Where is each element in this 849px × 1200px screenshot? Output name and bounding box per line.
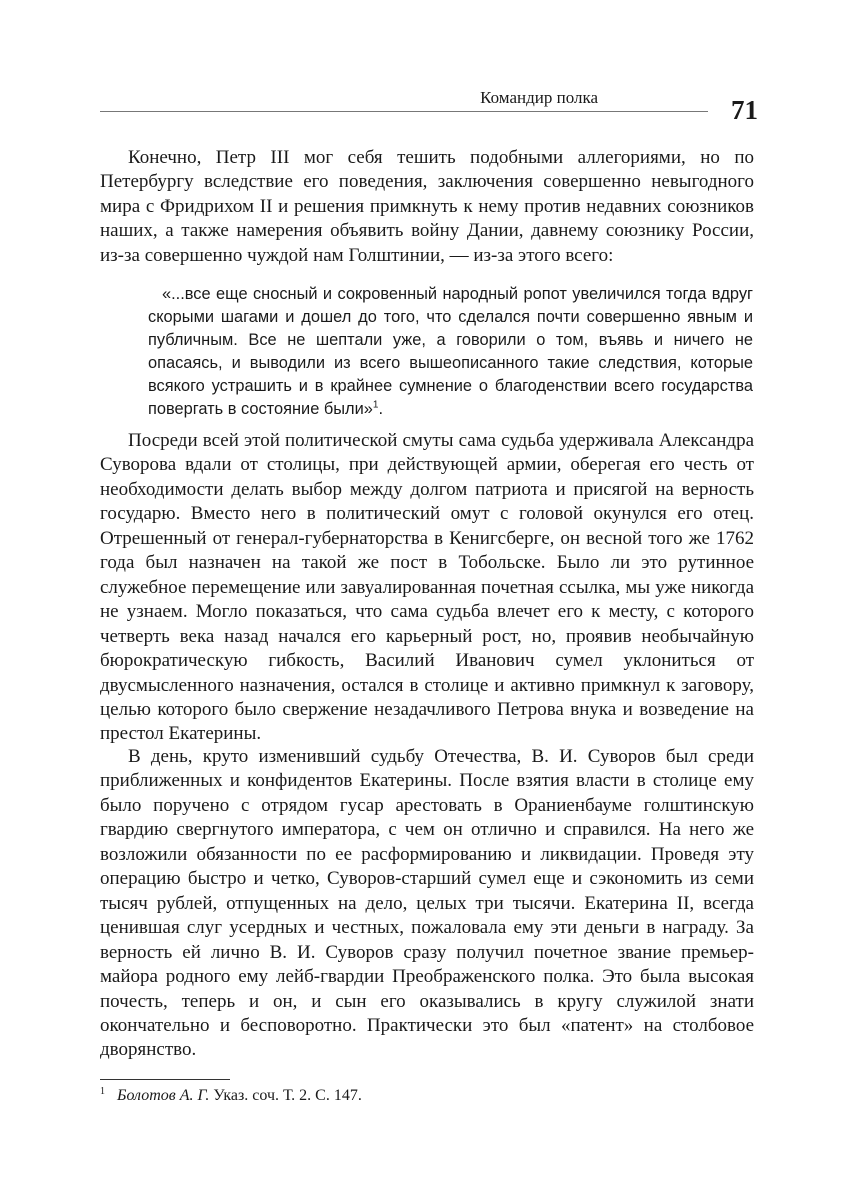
running-title: Командир полка — [480, 88, 598, 107]
page-number: 71 — [731, 95, 758, 125]
footnote-number: 1 — [100, 1085, 105, 1097]
footnote-reference[interactable]: 1 — [372, 399, 379, 411]
quote-text: «...все еще сносный и сокровенный народный ропот увеличился тогда вдруг скорыми шагами и дошел до того, что сделался почти совершенно явным и публичным. Все не шептали уже, а говорили о том, въявь и ничего не опасаясь, и выводили из всего вышеописанного такие следствия, которые всякого устрашить и в крайнее сумнение о благоденствии всего государства повергать в состояние были» — [148, 285, 753, 418]
footnote-rule — [100, 1079, 230, 1080]
quote-end: . — [378, 400, 383, 418]
footnote-citation: Указ. соч. Т. 2. С. 147. — [213, 1087, 362, 1104]
paragraph-3: В день, круто изменивший судьбу Отечества, В. И. Суворов был среди приближенных и конфидентов Екатерины. После взятия власти в столице ему было поручено с отрядом гусар арестовать в Ораниенбауме голштинскую гвардию свергнутого императора, с чем он отлично и справился. На него же возложили обязанности по ее расформированию и ликвидации. Проведя эту операцию быстро и четко, Суворов-старший сумел еще и сэкономить из семи тысяч рублей, отпущенных на дело, целых три тысячи. Екатерина II, всегда ценившая слуг усердных и честных, пожаловала ему эти деньги в награду. За верность ей лично В. И. Суворов сразу получил почетное звание премьер-майора родного ему лейб-гвардии Преображенского полка. Это была высокая почесть, теперь и он, и сын его оказывались в кругу служилой знати окончательно и бесповоротно. Практически это был «патент» на столбовое дворянство. — [100, 746, 754, 1061]
footnote-author: Болотов А. Г. — [117, 1087, 210, 1104]
header-rule — [100, 111, 708, 112]
paragraph-2: Посреди всей этой политической смуты сама судьба удерживала Александра Суворова вдали от столицы, при действующей армии, оберегая его честь от необходимости делать выбор между долгом патриота и присягой на верность государю. Вместо него в политический омут с головой окунулся его отец. Отрешенный от генерал-губернаторства в Кенигсберге, он весной того же 1762 года был назначен на такой же пост в Тобольске. Было ли это рутинное служебное перемещение или завуалированная почетная ссылка, мы уже никогда не узнаем. Могло показаться, что сама судьба влечет его к месту, с которого четверть века назад начался его карьерный рост, но, проявив необычайную бюрократическую гибкость, Василий Иванович сумел уклониться от двусмысленного назначения, остался в столице и активно примкнул к заговору, целью которого было свержение незадачливого Петрова внука и возведение на престол Екатерины. — [100, 430, 754, 745]
paragraph-1: Конечно, Петр III мог себя тешить подобными аллегориями, но по Петербургу вследствие его поведения, заключения совершенно невыгодного мира с Фридрихом II и решения примкнуть к нему против недавних союзников наших, а также намерения объявить войну Дании, давнему союзнику России, из-за совершенно чуждой нам Голштинии, — из-за этого всего: — [100, 147, 754, 266]
block-quote — [148, 283, 753, 421]
running-head — [100, 88, 708, 108]
footnote — [100, 1085, 754, 1107]
